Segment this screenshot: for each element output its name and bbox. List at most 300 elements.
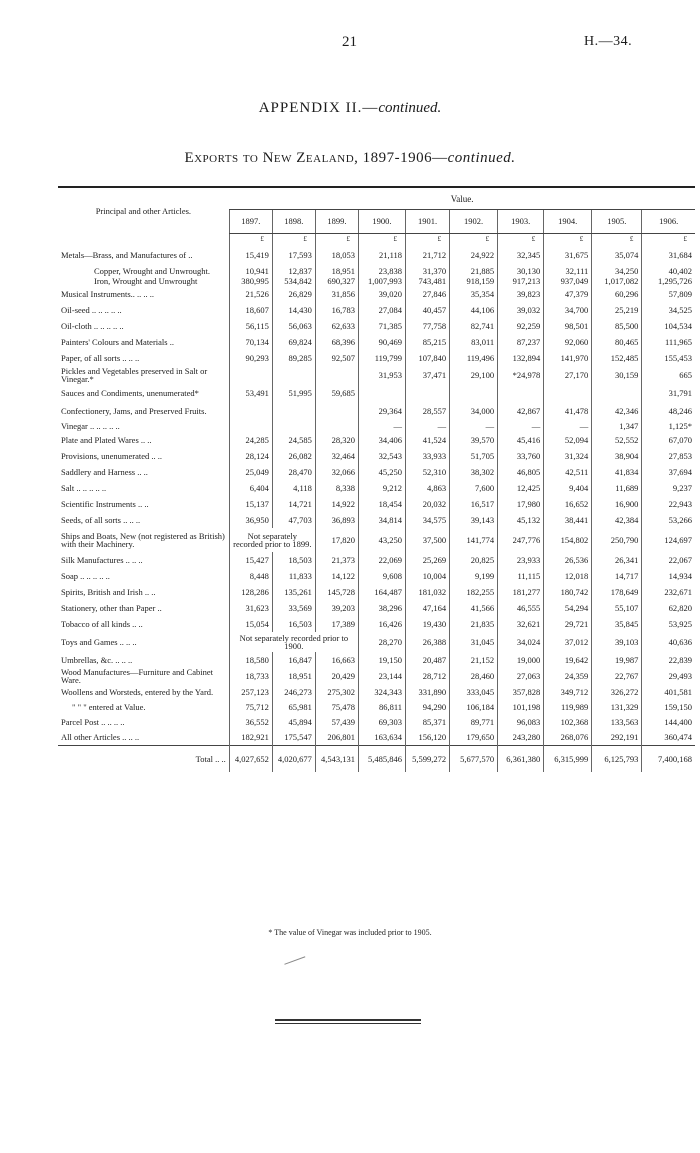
value-cell: 29,364 — [358, 402, 405, 420]
value-cell: 21,373 — [315, 552, 358, 568]
value-cell: 102,368 — [544, 714, 592, 730]
value-cell: 12,425 — [498, 480, 544, 496]
value-cell: 52,310 — [406, 464, 450, 480]
year-header: 1906. — [642, 210, 695, 233]
value-cell: 16,783 — [315, 302, 358, 318]
value-cell: 534,842 — [272, 276, 315, 286]
value-cell: 36,552 — [229, 714, 272, 730]
unit-row — [58, 233, 695, 244]
value-cell: 27,853 — [642, 448, 695, 464]
value-cell: 135,261 — [272, 584, 315, 600]
article-label: Sauces and Condiments, unenumerated* — [61, 387, 199, 398]
value-cell: 26,341 — [592, 552, 642, 568]
value-cell: 10,941 — [229, 266, 272, 276]
table-row — [58, 244, 695, 266]
closing-rule-thin — [275, 1023, 421, 1024]
value-cell: 9,404 — [544, 480, 592, 496]
value-cell: 33,760 — [498, 448, 544, 464]
value-cell: 18,503 — [272, 552, 315, 568]
value-cell: 75,478 — [315, 700, 358, 714]
value-cell: 17,980 — [498, 496, 544, 512]
value-cell: 22,767 — [592, 668, 642, 684]
value-cell: 182,255 — [450, 584, 498, 600]
article-label: " " " entered at Value. — [72, 701, 146, 712]
unit-symbol: £ — [642, 233, 695, 244]
value-cell: 38,302 — [450, 464, 498, 480]
value-cell: 24,585 — [272, 432, 315, 448]
value-cell: 34,250 — [592, 266, 642, 276]
value-cell: 918,159 — [450, 276, 498, 286]
value-cell: 39,032 — [498, 302, 544, 318]
value-cell: 37,694 — [642, 464, 695, 480]
value-cell: — — [544, 420, 592, 432]
value-cell: 39,203 — [315, 600, 358, 616]
value-cell: 86,811 — [358, 700, 405, 714]
article-label: Parcel Post .. .. .. .. — [61, 716, 125, 727]
value-cell — [544, 384, 592, 402]
value-cell: 41,478 — [544, 402, 592, 420]
value-cell: 28,270 — [358, 632, 405, 652]
value-cell: 1,125* — [642, 420, 695, 432]
total-value: 6,125,793 — [592, 746, 642, 773]
value-cell: 324,343 — [358, 684, 405, 700]
value-cell: 27,846 — [406, 286, 450, 302]
value-cell: 232,671 — [642, 584, 695, 600]
value-cell: 47,379 — [544, 286, 592, 302]
value-cell: 89,771 — [450, 714, 498, 730]
value-cell: 111,965 — [642, 334, 695, 350]
value-cell: 22,069 — [358, 552, 405, 568]
value-cell: 16,652 — [544, 496, 592, 512]
value-cell: 18,733 — [229, 668, 272, 684]
value-column-header: Value. — [229, 189, 695, 210]
document-code: H.—34. — [584, 34, 633, 49]
value-cell: 24,922 — [450, 244, 498, 266]
value-cell: 20,032 — [406, 496, 450, 512]
value-cell: 35,354 — [450, 286, 498, 302]
unit-symbol: £ — [450, 233, 498, 244]
value-cell: 17,593 — [272, 244, 315, 266]
value-cell: 22,839 — [642, 652, 695, 668]
value-cell: 20,429 — [315, 668, 358, 684]
note-cell: Not separately recorded prior to 1900. — [229, 632, 358, 652]
value-cell: 31,324 — [544, 448, 592, 464]
value-cell: 32,066 — [315, 464, 358, 480]
value-cell: 52,552 — [592, 432, 642, 448]
article-label: Oil-seed .. .. .. .. .. — [61, 304, 122, 315]
total-value: 7,400,168 — [642, 746, 695, 773]
value-cell: 31,623 — [229, 600, 272, 616]
value-cell: 37,471 — [406, 366, 450, 384]
article-label: Vinegar .. .. .. .. .. — [61, 420, 120, 431]
article-label: Seeds, of all sorts .. .. .. — [61, 514, 141, 525]
table-row — [58, 420, 695, 432]
value-cell: 27,170 — [544, 366, 592, 384]
value-cell: 164,487 — [358, 584, 405, 600]
article-label: Saddlery and Harness .. .. — [61, 466, 148, 477]
value-cell: 268,076 — [544, 730, 592, 746]
value-cell — [315, 402, 358, 420]
unit-symbol: £ — [544, 233, 592, 244]
table-row — [58, 276, 695, 286]
value-cell: 29,100 — [450, 366, 498, 384]
value-cell: 47,164 — [406, 600, 450, 616]
value-cell: 96,083 — [498, 714, 544, 730]
value-cell: 101,198 — [498, 700, 544, 714]
year-header: 1902. — [450, 210, 498, 233]
article-label: Provisions, unenumerated .. .. — [61, 450, 163, 461]
value-cell: 25,269 — [406, 552, 450, 568]
value-cell: 23,144 — [358, 668, 405, 684]
value-cell: 53,491 — [229, 384, 272, 402]
value-cell: 41,834 — [592, 464, 642, 480]
total-value: 4,543,131 — [315, 746, 358, 773]
value-cell: 250,790 — [592, 528, 642, 552]
value-cell: 55,107 — [592, 600, 642, 616]
value-cell: 40,636 — [642, 632, 695, 652]
value-cell: 154,802 — [544, 528, 592, 552]
article-label: Painters' Colours and Materials .. — [61, 336, 174, 347]
table-row — [58, 334, 695, 350]
value-cell: 14,122 — [315, 568, 358, 584]
value-cell — [229, 366, 272, 384]
value-cell: 917,213 — [498, 276, 544, 286]
value-cell: 41,524 — [406, 432, 450, 448]
value-cell: 124,697 — [642, 528, 695, 552]
article-label: Umbrellas, &c. .. .. .. — [61, 654, 133, 665]
value-cell: 145,728 — [315, 584, 358, 600]
value-cell: 57,809 — [642, 286, 695, 302]
value-cell: 743,481 — [406, 276, 450, 286]
value-cell — [272, 366, 315, 384]
value-cell: 31,370 — [406, 266, 450, 276]
value-cell: 46,555 — [498, 600, 544, 616]
value-cell: 4,863 — [406, 480, 450, 496]
article-column-header: Principal and other Articles. — [95, 205, 192, 216]
total-value: 5,677,570 — [450, 746, 498, 773]
value-cell: 39,143 — [450, 512, 498, 528]
value-cell: 31,675 — [544, 244, 592, 266]
table-row — [58, 714, 695, 730]
article-label: Metals—Brass, and Manufactures of .. — [61, 249, 193, 260]
table-body — [58, 233, 695, 772]
value-cell: 401,581 — [642, 684, 695, 700]
table-row — [58, 652, 695, 668]
value-cell — [592, 384, 642, 402]
table-title-main: Exports to New Zealand, 1897-1906— — [184, 150, 448, 166]
value-cell: 45,416 — [498, 432, 544, 448]
value-cell: 26,082 — [272, 448, 315, 464]
value-cell: 42,511 — [544, 464, 592, 480]
value-cell: 54,294 — [544, 600, 592, 616]
value-cell: 175,547 — [272, 730, 315, 746]
value-cell: 32,111 — [544, 266, 592, 276]
value-cell: 51,995 — [272, 384, 315, 402]
value-cell: 24,359 — [544, 668, 592, 684]
value-cell: 56,115 — [229, 318, 272, 334]
article-label: Iron, Wrought and Unwrought — [94, 275, 198, 286]
value-cell: 42,384 — [592, 512, 642, 528]
value-cell: 179,650 — [450, 730, 498, 746]
value-cell: 62,820 — [642, 600, 695, 616]
year-header: 1900. — [358, 210, 405, 233]
value-cell: 326,272 — [592, 684, 642, 700]
value-cell: 11,833 — [272, 568, 315, 584]
article-label: Musical Instruments.. .. .. .. — [61, 288, 155, 299]
unit-symbol: £ — [406, 233, 450, 244]
value-cell: 82,741 — [450, 318, 498, 334]
article-label: Scientific Instruments .. .. — [61, 498, 149, 509]
value-cell: 77,758 — [406, 318, 450, 334]
value-cell: 34,000 — [450, 402, 498, 420]
value-cell: 292,191 — [592, 730, 642, 746]
value-cell: 92,259 — [498, 318, 544, 334]
article-label: Tobacco of all kinds .. .. — [61, 618, 143, 629]
value-cell: 42,867 — [498, 402, 544, 420]
value-cell — [450, 384, 498, 402]
value-cell: 10,004 — [406, 568, 450, 584]
value-cell: 17,820 — [315, 528, 358, 552]
value-cell: 85,500 — [592, 318, 642, 334]
value-cell: 18,951 — [272, 668, 315, 684]
value-cell: 104,534 — [642, 318, 695, 334]
value-cell: 21,835 — [450, 616, 498, 632]
value-cell: 71,385 — [358, 318, 405, 334]
value-cell — [406, 384, 450, 402]
unit-symbol: £ — [272, 233, 315, 244]
article-label: Soap .. .. .. .. .. — [61, 570, 110, 581]
unit-row-spacer — [58, 233, 229, 244]
value-cell: 8,338 — [315, 480, 358, 496]
value-cell: 38,904 — [592, 448, 642, 464]
value-cell: 247,776 — [498, 528, 544, 552]
value-cell: 8,448 — [229, 568, 272, 584]
closing-rule — [275, 1019, 421, 1021]
value-cell — [358, 384, 405, 402]
value-cell: 62,633 — [315, 318, 358, 334]
value-cell: 31,856 — [315, 286, 358, 302]
value-cell: 9,237 — [642, 480, 695, 496]
table-row — [58, 402, 695, 420]
table-row — [58, 464, 695, 480]
value-cell: 6,404 — [229, 480, 272, 496]
value-cell: 57,439 — [315, 714, 358, 730]
value-cell: 30,159 — [592, 366, 642, 384]
value-cell: 16,426 — [358, 616, 405, 632]
value-cell: 34,525 — [642, 302, 695, 318]
value-cell: 31,791 — [642, 384, 695, 402]
value-cell: 75,712 — [229, 700, 272, 714]
value-cell — [315, 420, 358, 432]
value-cell: 4,118 — [272, 480, 315, 496]
article-label: Woollens and Worsteds, entered by the Yard. — [61, 686, 214, 697]
value-cell: 106,184 — [450, 700, 498, 714]
table-row — [58, 528, 695, 552]
article-label: Ships and Boats, New (not registered as British) with their Machinery. — [61, 530, 225, 549]
value-cell: 18,580 — [229, 652, 272, 668]
value-cell: 360,474 — [642, 730, 695, 746]
table-title-suffix: continued. — [447, 150, 516, 166]
exports-table — [58, 189, 695, 772]
value-cell: 46,805 — [498, 464, 544, 480]
value-cell: 26,829 — [272, 286, 315, 302]
value-cell: 132,894 — [498, 350, 544, 366]
footnote: * The value of Vinegar was included prior to 1905. — [268, 928, 432, 937]
value-cell: 690,327 — [315, 276, 358, 286]
table-row — [58, 350, 695, 366]
value-cell: 27,084 — [358, 302, 405, 318]
year-header: 1904. — [544, 210, 592, 233]
value-cell: 28,460 — [450, 668, 498, 684]
value-cell: 40,457 — [406, 302, 450, 318]
value-cell: 31,684 — [642, 244, 695, 266]
value-cell: 1,347 — [592, 420, 642, 432]
value-cell: 45,894 — [272, 714, 315, 730]
value-cell: 34,814 — [358, 512, 405, 528]
total-value: 4,027,652 — [229, 746, 272, 773]
value-cell: 28,320 — [315, 432, 358, 448]
value-cell: 34,700 — [544, 302, 592, 318]
value-cell: 40,402 — [642, 266, 695, 276]
value-cell: 38,296 — [358, 600, 405, 616]
table-row — [58, 496, 695, 512]
note-cell: Not separately recorded prior to 1899. — [229, 528, 315, 552]
value-cell: 16,847 — [272, 652, 315, 668]
unit-symbol: £ — [229, 233, 272, 244]
appendix-prefix: APPENDIX II.— — [258, 100, 379, 116]
table-row — [58, 730, 695, 746]
article-label: Wood Manufactures—Furniture and Cabinet Ware. — [61, 667, 214, 684]
value-cell: 163,634 — [358, 730, 405, 746]
value-cell: 69,303 — [358, 714, 405, 730]
value-cell: 182,921 — [229, 730, 272, 746]
value-cell: 131,329 — [592, 700, 642, 714]
article-label: Pickles and Vegetables preserved in Salt or Vinegar.* — [61, 365, 208, 384]
value-cell: 133,563 — [592, 714, 642, 730]
value-cell: 98,501 — [544, 318, 592, 334]
table-title — [0, 150, 700, 167]
year-header: 1905. — [592, 210, 642, 233]
total-value: 5,599,272 — [406, 746, 450, 773]
table-row — [58, 432, 695, 448]
value-cell: 68,396 — [315, 334, 358, 350]
article-label: Confectionery, Jams, and Preserved Fruits. — [61, 405, 207, 416]
value-cell: 29,493 — [642, 668, 695, 684]
value-cell: 9,199 — [450, 568, 498, 584]
value-cell: 38,441 — [544, 512, 592, 528]
value-cell: 39,103 — [592, 632, 642, 652]
value-cell: 152,485 — [592, 350, 642, 366]
value-cell: 21,152 — [450, 652, 498, 668]
value-cell: 23,933 — [498, 552, 544, 568]
value-cell: 42,346 — [592, 402, 642, 420]
value-cell: 11,689 — [592, 480, 642, 496]
value-cell: 56,063 — [272, 318, 315, 334]
article-label: Plate and Plated Wares .. .. — [61, 434, 152, 445]
unit-symbol: £ — [315, 233, 358, 244]
value-cell: 243,280 — [498, 730, 544, 746]
table-row — [58, 286, 695, 302]
value-cell: 14,717 — [592, 568, 642, 584]
article-label: All other Articles .. .. .. — [61, 732, 140, 743]
value-cell: 15,054 — [229, 616, 272, 632]
value-cell: 25,049 — [229, 464, 272, 480]
value-cell: 17,389 — [315, 616, 358, 632]
value-cell: 16,900 — [592, 496, 642, 512]
table-row — [58, 448, 695, 464]
value-cell: 32,621 — [498, 616, 544, 632]
value-cell: 34,024 — [498, 632, 544, 652]
value-cell: 44,106 — [450, 302, 498, 318]
value-cell: 45,132 — [498, 512, 544, 528]
value-cell: 937,049 — [544, 276, 592, 286]
value-cell: 141,970 — [544, 350, 592, 366]
table-row — [58, 552, 695, 568]
value-cell: 28,712 — [406, 668, 450, 684]
value-cell: 27,063 — [498, 668, 544, 684]
value-cell: *24,978 — [498, 366, 544, 384]
value-cell: 36,950 — [229, 512, 272, 528]
value-cell: 47,703 — [272, 512, 315, 528]
value-cell — [272, 420, 315, 432]
value-cell: 159,150 — [642, 700, 695, 714]
unit-symbol: £ — [592, 233, 642, 244]
value-cell: 65,981 — [272, 700, 315, 714]
total-value: 5,485,846 — [358, 746, 405, 773]
value-cell: 11,115 — [498, 568, 544, 584]
value-cell: 9,608 — [358, 568, 405, 584]
table-row — [58, 700, 695, 714]
value-cell: 28,557 — [406, 402, 450, 420]
value-cell: — — [358, 420, 405, 432]
value-cell: 87,237 — [498, 334, 544, 350]
value-cell: 29,721 — [544, 616, 592, 632]
value-cell: 35,845 — [592, 616, 642, 632]
article-label: Oil-cloth .. .. .. .. .. — [61, 320, 124, 331]
article-label: Toys and Games .. .. .. — [61, 636, 137, 647]
value-cell: 12,837 — [272, 266, 315, 276]
value-cell: 333,045 — [450, 684, 498, 700]
value-cell: 32,464 — [315, 448, 358, 464]
value-cell: 33,569 — [272, 600, 315, 616]
value-cell: 181,277 — [498, 584, 544, 600]
table-row — [58, 266, 695, 276]
value-cell: 21,118 — [358, 244, 405, 266]
table-row — [58, 302, 695, 318]
value-cell: 16,503 — [272, 616, 315, 632]
value-cell: 1,295,726 — [642, 276, 695, 286]
value-cell: 37,012 — [544, 632, 592, 652]
value-cell: 14,934 — [642, 568, 695, 584]
value-cell: 30,130 — [498, 266, 544, 276]
value-cell: 21,885 — [450, 266, 498, 276]
table-row — [58, 668, 695, 684]
value-cell: 32,543 — [358, 448, 405, 464]
value-cell: 357,828 — [498, 684, 544, 700]
value-cell: 31,045 — [450, 632, 498, 652]
value-cell: 141,774 — [450, 528, 498, 552]
value-cell: 20,825 — [450, 552, 498, 568]
value-cell: 380,995 — [229, 276, 272, 286]
value-cell: 128,286 — [229, 584, 272, 600]
article-label: Spirits, British and Irish .. .. — [61, 586, 156, 597]
value-cell: 33,933 — [406, 448, 450, 464]
value-cell: — — [498, 420, 544, 432]
value-cell: 37,500 — [406, 528, 450, 552]
article-label: Copper, Wrought and Unwrought. — [94, 265, 211, 276]
value-cell: 83,011 — [450, 334, 498, 350]
table-row — [58, 512, 695, 528]
